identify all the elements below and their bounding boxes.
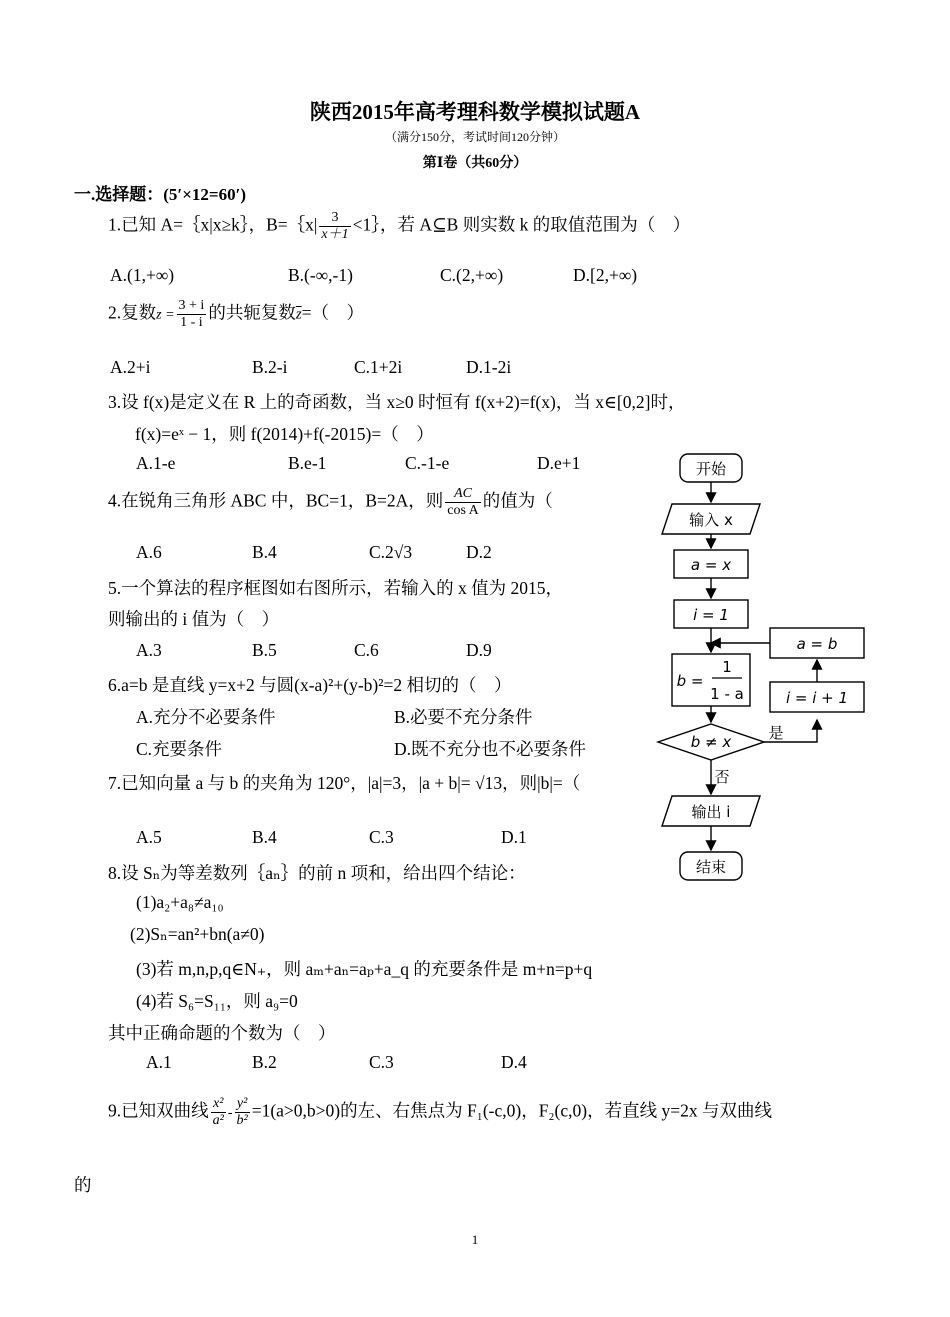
q7-option-c: C.3 <box>369 827 394 847</box>
question-2: 2.复数z = $\frac{3 + i}{1 - i}$ 的共轭复数$\overline{z}=$（ ） <box>108 298 365 331</box>
q4-option-d: D.2 <box>466 542 492 562</box>
page-number: 1 <box>471 1232 479 1247</box>
q3-option-c: C.-1-e <box>405 453 450 473</box>
flow-yes-label: 是 <box>768 724 784 742</box>
flow-increment-label: i = i + 1 <box>785 689 849 707</box>
program-flowchart <box>650 448 870 888</box>
flow-assign-b-den: 1 - a <box>710 685 744 703</box>
q8-statement-2: (2)Sₙ=an²+bn(a≠0) <box>130 924 265 944</box>
q8-option-d: D.4 <box>501 1052 527 1072</box>
flow-no-label: 否 <box>714 768 730 786</box>
question-3-line-2: f(x)=eˣ − 1，则 f(2014)+f(-2015)=（ ） <box>135 424 434 444</box>
q2-option-a: A.2+i <box>110 357 151 377</box>
q3-option-a: A.1-e <box>136 453 176 473</box>
q4-fraction: $\frac{AC}{\text{cos A}}$ <box>447 486 479 519</box>
q8-prompt: 其中正确命题的个数为（ ） <box>108 1023 336 1043</box>
q6-option-a: A.充分不必要条件 <box>136 707 276 727</box>
q8-statement-3: (3)若 m,n,p,q∈N₊，则 aₘ+aₙ=aₚ+a_q 的充要条件是 m+n=p+q <box>136 959 593 979</box>
flow-input-label: 输入 x <box>689 511 733 529</box>
q4-option-b: B.4 <box>252 542 277 562</box>
q9-fraction-y: $\frac{\text{y²}}{\text{b²}}$ <box>236 1096 248 1129</box>
q1-option-c: C.(2,+∞) <box>440 265 504 285</box>
flow-end-label: 结束 <box>695 858 727 876</box>
q8-option-c: C.3 <box>369 1052 394 1072</box>
q7-option-b: B.4 <box>252 827 277 847</box>
q3-option-b: B.e-1 <box>288 453 327 473</box>
question-5-line-1: 5.一个算法的程序框图如右图所示，若输入的 x 值为 2015， <box>108 578 563 598</box>
q7-option-a: A.5 <box>136 827 162 847</box>
flow-update-a-label: a = b <box>796 635 838 653</box>
flow-assign-b-left: b = <box>676 672 704 690</box>
flow-condition-label: b ≠ x <box>690 733 732 751</box>
q3-option-d: D.e+1 <box>537 453 581 473</box>
q1-text-pre: 1.已知 A=｛x|x≥k｝，B=｛x| <box>108 214 318 235</box>
q6-option-b: B.必要不充分条件 <box>394 707 533 727</box>
q1-text-post: <1｝，若 A⊆B 则实数 k 的取值范围为（ ） <box>352 214 691 235</box>
part-heading: 第Ⅰ卷（共60分） <box>422 156 528 171</box>
flow-assign-b-num: 1 <box>722 658 732 676</box>
section-heading: 一.选择题：(5′×12=60′) <box>74 185 247 204</box>
q1-fraction: $\frac{3}{x+1}$ <box>321 210 349 243</box>
question-7: 7.已知向量 a 与 b 的夹角为 120°，|a|=3，|a + b|= √13，则|b|=（ <box>108 773 581 793</box>
flow-assign-a-label: a = x <box>690 556 732 574</box>
q5-option-a: A.3 <box>136 640 162 660</box>
q5-option-d: D.9 <box>466 640 492 660</box>
q4-option-c: C.2√3 <box>369 542 413 562</box>
q2-option-d: D.1-2i <box>466 357 512 377</box>
q2-option-c: C.1+2i <box>354 357 403 377</box>
question-3-line-1: 3.设 f(x)是定义在 R 上的奇函数，当 x≥0 时恒有 f(x+2)=f(x)，当 x∈[0,2]时， <box>108 392 686 412</box>
q8-statement-1: (1)a₂+a₈≠a₁₀ <box>136 892 224 912</box>
q1-option-d: D.[2,+∞) <box>573 265 638 285</box>
q2-fraction: $\frac{3 + i}{1 - i}$ <box>178 298 205 331</box>
question-6: 6.a=b 是直线 y=x+2 与圆(x-a)²+(y-b)²=2 相切的（ ） <box>108 675 512 695</box>
flow-assign-i-label: i = 1 <box>693 606 729 624</box>
q2-option-b: B.2-i <box>252 357 288 377</box>
question-5-line-2: 则输出的 i 值为（ ） <box>108 609 280 629</box>
q1-option-b: B.(-∞,-1) <box>288 265 353 285</box>
flow-start-label: 开始 <box>695 460 727 478</box>
question-8: 8.设 Sₙ为等差数列｛aₙ｝的前 n 项和，给出四个结论： <box>108 863 526 883</box>
q6-option-d: D.既不充分也不必要条件 <box>394 739 587 759</box>
q8-option-a: A.1 <box>146 1052 172 1072</box>
q1-option-a: A.(1,+∞) <box>110 265 175 285</box>
q8-option-b: B.2 <box>252 1052 277 1072</box>
question-9-continuation: 的 <box>74 1175 92 1195</box>
q7-option-d: D.1 <box>501 827 527 847</box>
q9-fraction-x: $\frac{\text{x²}}{\text{a²}}$ <box>212 1096 224 1129</box>
flow-output-label: 输出 i <box>691 803 731 821</box>
question-9: 9.已知双曲线 $\frac{\text{x²}}{\text{a²}}$ - $\frac{\text{y²}}{\text{b²}}$ =1(a>0,b>0)的左、右焦点为 F₁(-c,0)，F₂(c,0)，若直线 y=2x 与双曲线 <box>108 1096 772 1129</box>
q5-option-c: C.6 <box>354 640 379 660</box>
question-4: 4.在锐角三角形 ABC 中，BC=1，B=2A，则 $\frac{AC}{\text{cos A}}$ 的值为（ <box>108 486 553 519</box>
q5-option-b: B.5 <box>252 640 277 660</box>
q8-statement-4: (4)若 S₆=S₁₁，则 a₉=0 <box>136 991 298 1011</box>
question-1 <box>108 210 690 243</box>
q4-option-a: A.6 <box>136 542 162 562</box>
exam-info: （满分150分，考试时间120分钟） <box>384 130 565 144</box>
page-title: 陕西2015年高考理科数学模拟试题A <box>309 100 641 124</box>
q6-option-c: C.充要条件 <box>136 739 223 759</box>
